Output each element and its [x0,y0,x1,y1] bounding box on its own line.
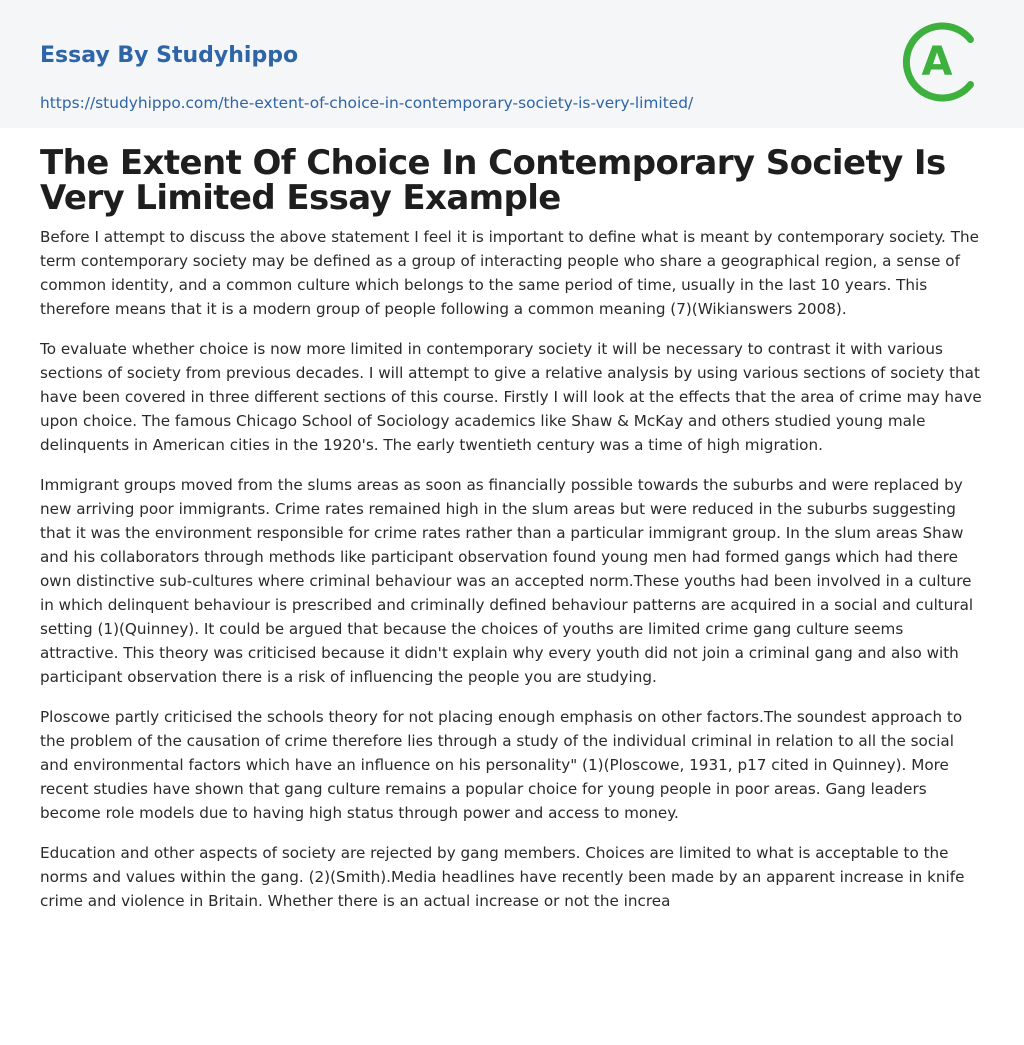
studyhippo-logo-icon[interactable] [900,20,984,104]
logo-ring-icon [900,20,984,104]
article-paragraph: To evaluate whether choice is now more limited in contemporary society it will be necessary to contrast it with various sections of society from previous decades. I will attempt to give a relative analysis by using various sections of society that have been covered in three different sections of this course. Firstly I will look at the effects that the area of crime may have upon choice. The famous Chicago School of Sociology academics like Shaw & McKay and others studied young male delinquents in American cities in the 1920's. The early twentieth century was a time of high migration. [40,340,982,454]
article-body [40,225,984,913]
article-title: The Extent Of Choice In Contemporary Society Is Very Limited Essay Example [40,143,946,218]
page-header [0,0,1024,128]
article-url-link[interactable]: https://studyhippo.com/the-extent-of-choice-in-contemporary-society-is-very-limited/ [40,94,694,112]
article [0,143,1024,913]
article-paragraph: Before I attempt to discuss the above statement I feel it is important to define what is meant by contemporary society. The term contemporary society may be defined as a group of interacting people who share a geographical region, a sense of common identity, and a common culture which belongs to the same period of time, usually in the last 10 years. This therefore means that it is a modern group of people following a common meaning (7)(Wikianswers 2008). [40,228,979,318]
article-paragraph: Ploscowe partly criticised the schools theory for not placing enough emphasis on other factors.The soundest approach to the problem of the causation of crime therefore lies through a study of the individual criminal in relation to all the social and environmental factors which have an influence on his personality" (1)(Ploscowe, 1931, p17 cited in Quinney). More recent studies have shown that gang culture remains a popular choice for young people in poor areas. Gang leaders become role models due to having high status through power and access to money. [40,708,963,822]
site-title[interactable]: Essay By Studyhippo [40,43,299,68]
logo-letter: A [921,39,953,85]
article-paragraph: Immigrant groups moved from the slums areas as soon as financially possible towards the suburbs and were replaced by new arriving poor immigrants. Crime rates remained high in the slum areas but were reduced in the suburbs suggesting that it was the environment responsible for crime rates rather than a particular immigrant group. In the slum areas Shaw and his collaborators through methods like participant observation found young men had formed gangs which had there own distinctive sub-cultures where criminal behaviour was an accepted norm.These youths had been involved in a culture in which delinquent behaviour is prescribed and criminally defined behaviour patterns are acquired in a social and cultural setting (1)(Quinney). It could be argued that because the choices of youths are limited crime gang culture seems attractive. This theory was criticised because it didn't explain why every youth did not join a criminal gang and also with participant observation there is a risk of influencing the people you are studying. [40,476,974,686]
article-paragraph: Education and other aspects of society are rejected by gang members. Choices are limited to what is acceptable to the norms and values within the gang. (2)(Smith).Media headlines have recently been made by an apparent increase in knife crime and violence in Britain. Whether there is an actual increase or not the increa [40,844,965,910]
